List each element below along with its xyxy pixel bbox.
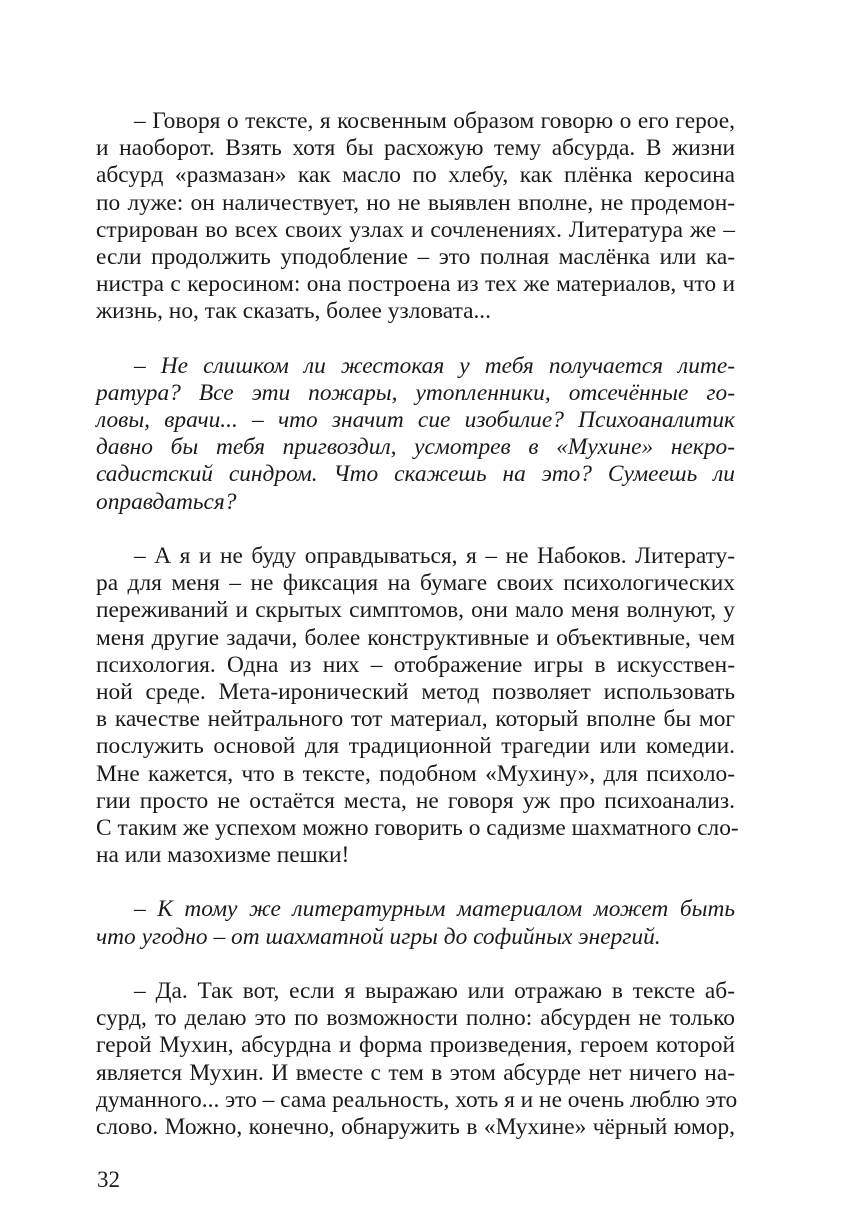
paragraph-1 [96, 108, 735, 326]
paragraph-3 [96, 543, 739, 869]
paragraph-2-question [96, 353, 735, 516]
text-line: ра для меня – не фиксация на бумаге своих психологических [96, 570, 735, 597]
text-line: является Мухин. И вместе с тем в этом абсурде нет ничего на- [96, 1059, 735, 1086]
text-line: что угодно – от шахматной игры до софийных энергий. [96, 923, 661, 950]
text-line: думанного... это – сама реальность, хоть я и не очень люблю это [96, 1086, 738, 1113]
text-line: если продолжить уподобление – это полная маслёнка или ка- [96, 243, 735, 270]
text-line: – Не слишком ли жестокая у тебя получается лите- [134, 352, 735, 379]
paragraph-gap [96, 951, 735, 978]
text-line: – Да. Так вот, если я выражаю или отражаю в тексте аб- [134, 978, 735, 1004]
text-line: стрирован во всех своих узлах и сочленениях. Литература же – [96, 216, 735, 243]
text-line: в качестве нейтрального тот материал, который вполне бы мог [96, 706, 735, 733]
text-line: давно бы тебя пригвоздил, усмотрев в «Мухине» некро- [96, 434, 735, 461]
text-line: послужить основой для традиционной трагедии или комедии. [96, 733, 735, 760]
text-line: и наоборот. Взять хотя бы расхожую тему абсурда. В жизни [96, 135, 735, 162]
text-line: переживаний и скрытых симптомов, они мало меня волнуют, у [96, 597, 735, 624]
text-line: жизнь, но, так сказать, более узловата... [96, 298, 492, 325]
text-line: меня другие задачи, более конструктивные и объективные, чем [96, 624, 735, 651]
text-line: гии просто не остаётся места, не говоря уж про психоанализ. [96, 787, 735, 814]
text-line: – Говоря о тексте, я косвенным образом говорю о его герое, [134, 108, 735, 134]
text-line: Мне кажется, что в тексте, подобном «Мухину», для психоло- [96, 760, 735, 787]
text-line: сурд, то делаю это по возможности полно: абсурден не только [96, 1005, 735, 1032]
paragraph-5 [96, 978, 738, 1141]
text-line: ратура? Все эти пожары, утопленники, отсечённые го- [96, 379, 735, 406]
text-line: С таким же успехом можно говорить о садизме шахматного сло- [96, 814, 739, 841]
text-line: психология. Одна из них – отображение игры в искусствен- [96, 651, 735, 678]
text-line: слово. Можно, конечно, обнаружить в «Мухине» чёрный юмор, [96, 1113, 735, 1140]
page-body [96, 108, 739, 1141]
paragraph-gap [96, 869, 735, 896]
text-line: на или мазохизме пешки! [96, 842, 350, 869]
text-line: – К тому же литературным материалом может быть [134, 896, 735, 923]
page-number: 32 [97, 1167, 120, 1192]
text-line: оправдаться? [96, 488, 237, 515]
text-line: – А я и не буду оправдываться, я – не Набоков. Литерату- [134, 543, 735, 569]
text-line: ловы, врачи... – что значит сие изобилие? Психоаналитик [96, 407, 735, 434]
paragraph-4-question [96, 896, 735, 950]
text-line: герой Мухин, абсурдна и форма произведения, героем которой [96, 1032, 735, 1059]
text-line: по луже: он наличествует, но не выявлен вполне, не продемон- [96, 189, 735, 216]
text-line: ной среде. Мета-иронический метод позволяет использовать [96, 678, 735, 705]
text-line: абсурд «размазан» как масло по хлебу, как плёнка керосина [96, 162, 735, 189]
text-line: садистский синдром. Что скажешь на это? Сумеешь ли [96, 461, 735, 488]
paragraph-gap [96, 516, 735, 543]
text-line: нистра с керосином: она построена из тех же материалов, что и [96, 271, 735, 298]
paragraph-gap [96, 326, 735, 353]
